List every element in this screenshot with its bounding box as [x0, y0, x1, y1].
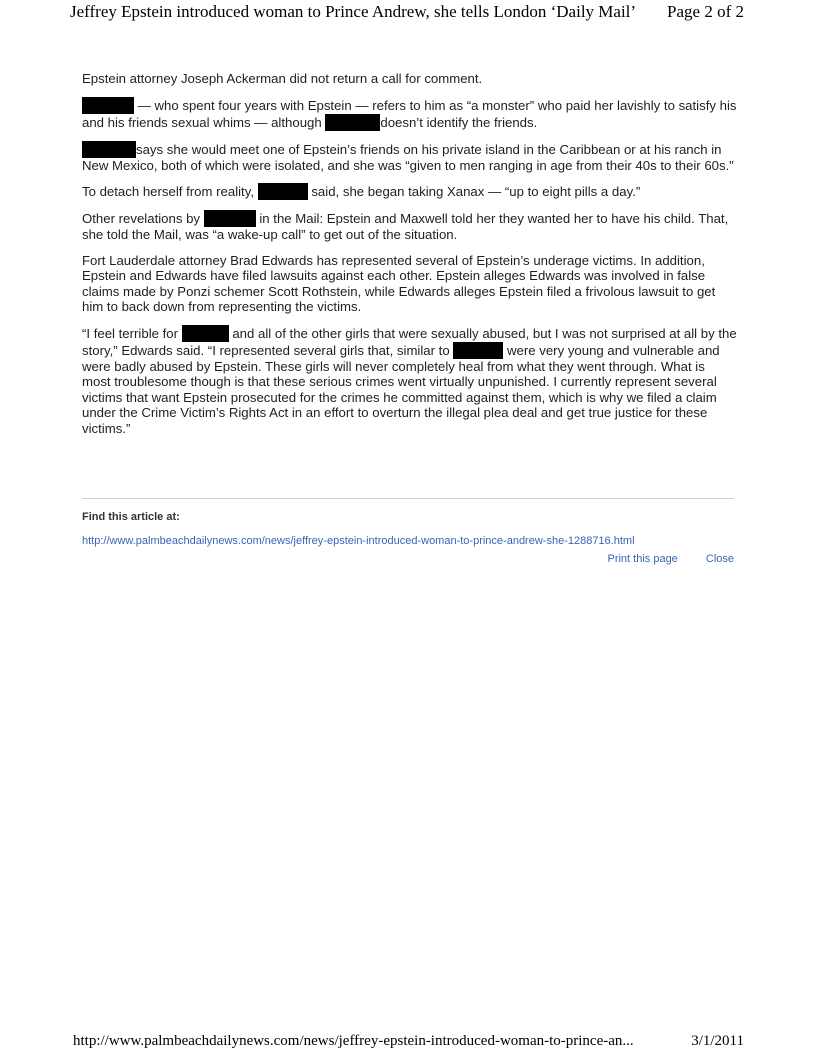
- redaction-block: [82, 97, 134, 114]
- redaction-block: [325, 114, 380, 131]
- redaction-block: [204, 210, 256, 227]
- article-body: [82, 71, 737, 446]
- header-title: Jeffrey Epstein introduced woman to Prince Andrew, she tells London ‘Daily Mail’: [70, 2, 637, 21]
- paragraph: — who spent four years with Epstein — refers to him as “a monster” who paid her lavishly to satisfy his and his friends sexual whims — although doesn’t identify the friends.: [82, 97, 737, 130]
- paragraph: “I feel terrible for and all of the other girls that were sexually abused, but I was not surprised at all by the story,” Edwards said. “I represented several girls that, similar to were very young and vulnerable and were badly abused by Epstein. These girls will never completely heal from what they went through. What is most troublesome though is that these serious crimes went virtually unpunished. I currently represent several victims that want Epstein prosecuted for the crimes he committed against them, which is why we filed a claim under the Crime Victim’s Rights Act in an effort to overturn the illegal plea deal and get true justice for these victims.”: [82, 325, 737, 436]
- find-article-label: Find this article at:: [82, 511, 180, 523]
- paragraph: To detach herself from reality, said, she began taking Xanax — “up to eight pills a day.”: [82, 184, 641, 199]
- page-number: Page 2 of 2: [667, 2, 744, 21]
- paragraph: Other revelations by in the Mail: Epstein and Maxwell told her they wanted her to have his child. That, she told the Mail, was “a wake-up call” to get out of the situation.: [82, 211, 729, 242]
- page-actions: [582, 553, 734, 565]
- paragraph: Epstein attorney Joseph Ackerman did not return a call for comment.: [82, 71, 483, 86]
- redaction-block: [453, 342, 503, 359]
- paragraph: says she would meet one of Epstein’s friends on his private island in the Caribbean or at his ranch in New Mexico, both of which were isolated, and she was “given to men ranging in age from their 40s to their 60s.”: [82, 141, 734, 173]
- print-page-link[interactable]: Print this page: [607, 553, 678, 565]
- close-link[interactable]: Close: [705, 553, 734, 565]
- footer-url: http://www.palmbeachdailynews.com/news/jeffrey-epstein-introduced-woman-to-prince-an...: [73, 1033, 634, 1049]
- article-url-link[interactable]: http://www.palmbeachdailynews.com/news/jeffrey-epstein-introduced-woman-to-prince-andrew-she-1288716.html: [82, 535, 635, 547]
- redaction-block: [82, 141, 136, 158]
- divider: [82, 498, 734, 499]
- paragraph: Fort Lauderdale attorney Brad Edwards has represented several of Epstein’s underage victims. In addition, Epstein and Edwards have filed lawsuits against each other. Epstein alleges Edwards was involved in false claims made by Ponzi schemer Scott Rothstein, while Edwards alleges Epstein filed a frivolous lawsuit to get him to back down from representing the victims.: [82, 252, 716, 314]
- redaction-block: [182, 325, 229, 342]
- footer-date: 3/1/2011: [691, 1033, 744, 1049]
- redaction-block: [258, 183, 308, 200]
